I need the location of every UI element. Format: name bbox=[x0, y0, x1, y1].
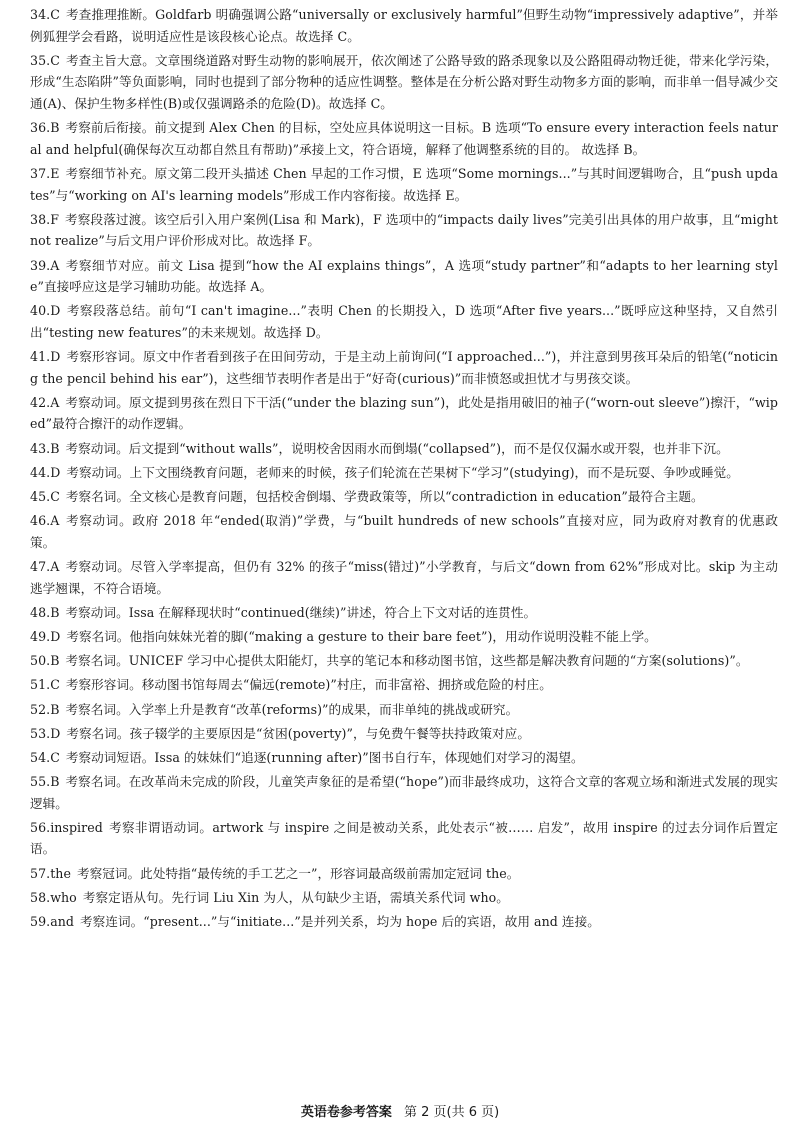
answer-entry bbox=[30, 4, 778, 47]
answer-entry bbox=[30, 556, 778, 599]
answer-key: D bbox=[50, 725, 61, 741]
answer-key: C bbox=[50, 52, 60, 68]
explanation-text: 考察名词。UNICEF 学习中心提供太阳能灯，共享的笔记本和移动图书馆，这些都是解决教育问题的“方案(solutions)”。 bbox=[65, 653, 749, 669]
answer-key: B bbox=[50, 653, 60, 669]
answer-key: C bbox=[50, 7, 60, 22]
answer-entry bbox=[30, 863, 778, 885]
answer-key: B bbox=[50, 604, 60, 620]
answer-key: A bbox=[50, 513, 60, 529]
explanation-text: 考察细节补充。原文第二段开头描述 Chen 早起的工作习惯，E 选项“Some mornings...”与其时间逻辑吻合，且“push updates”与“working on AI's learning models”形成工作内容衔接。故选择 E。 bbox=[30, 165, 778, 203]
answer-key: D bbox=[50, 628, 61, 644]
question-number: 34. bbox=[30, 7, 51, 22]
answer-entry bbox=[30, 438, 778, 460]
explanation-text: 考察动词短语。Issa 的妹妹们“追逐(running after)”图书自行车，体现她们对学习的渴望。 bbox=[65, 749, 584, 765]
question-number: 40. bbox=[30, 303, 51, 319]
question-number: 59. bbox=[30, 914, 51, 929]
answer-key: and bbox=[50, 914, 75, 929]
question-number: 51. bbox=[30, 677, 51, 693]
answer-entry bbox=[30, 674, 778, 696]
answer-entry bbox=[30, 163, 778, 206]
question-number: 50. bbox=[30, 653, 51, 669]
question-number: 54. bbox=[30, 749, 51, 765]
explanation-text: 考察名词。孩子辍学的主要原因是“贫困(poverty)”，与免费午餐等扶持政策对应。 bbox=[66, 725, 530, 741]
question-number: 57. bbox=[30, 865, 51, 881]
explanation-text: 考察连词。“present...”与“initiate...”是并列关系，均为 hope 后的宾语，故用 and 连接。 bbox=[80, 914, 600, 929]
explanation-text: 考察动词。原文提到男孩在烈日下干活(“under the blazing sun”)，此处是指用破旧的袖子(“worn-out sleeve”)擦汗，“wiped”最符合擦汗的动作逻辑。 bbox=[30, 394, 778, 432]
footer-title: 英语卷参考答案 bbox=[300, 1105, 392, 1120]
answer-entry bbox=[30, 462, 778, 484]
explanation-text: 考察名词。入学率上升是教育“改革(reforms)”的成果，而非单纯的挑战或研究。 bbox=[65, 701, 519, 717]
answer-list bbox=[30, 4, 778, 933]
answer-entry bbox=[30, 699, 778, 721]
explanation-text: 考察前后衔接。前文提到 Alex Chen 的目标，空处应具体说明这一目标。B 选项“To ensure every interaction feels natural and helpful(确保每次互动都自然且有帮助)”承接上文，符合语境，解释了他调整系统的目的。 故选择 B。 bbox=[30, 120, 778, 157]
answer-key: A bbox=[50, 558, 60, 574]
explanation-text: 考察动词。上下文围绕教育问题，老师来的时候，孩子们轮流在芒果树下“学习”(studying)，而不是玩耍、争吵或睡觉。 bbox=[66, 464, 739, 480]
answer-key: A bbox=[50, 257, 60, 273]
answer-entry bbox=[30, 117, 778, 160]
question-number: 44. bbox=[30, 464, 51, 480]
answer-entry bbox=[30, 817, 778, 860]
answer-key: D bbox=[50, 349, 61, 365]
answer-entry bbox=[30, 887, 778, 909]
answer-entry bbox=[30, 346, 778, 389]
question-number: 46. bbox=[30, 513, 51, 529]
explanation-text: 考查推理推断。Goldfarb 明确强调公路“universally or exclusively harmful”但野生动物“impressively adaptive”，并举例狐狸学会看路，说明适应性是该段核心论点。故选择 C。 bbox=[30, 7, 778, 44]
answer-entry bbox=[30, 486, 778, 508]
explanation-text: 考察动词。政府 2018 年“ended(取消)”学费，与“built hundreds of new schools”直接对应，同为政府对教育的优惠政策。 bbox=[30, 513, 778, 550]
explanation-text: 考察细节对应。前文 Lisa 提到“how the AI explains things”，A 选项“study partner”和“adapts to her learning style”直接呼应这是学习辅助功能。故选择 A。 bbox=[30, 257, 778, 295]
question-number: 48. bbox=[30, 604, 51, 620]
answer-key: B bbox=[50, 701, 60, 717]
explanation-text: 考察冠词。此处特指“最传统的手工艺之一”，形容词最高级前需加定冠词 the。 bbox=[76, 865, 520, 881]
question-number: 56. bbox=[30, 819, 51, 835]
question-number: 49. bbox=[30, 628, 51, 644]
answer-key: the bbox=[50, 865, 71, 881]
explanation-text: 考察动词。后文提到“without walls”，说明校舍因雨水而倒塌(“collapsed”)，而不是仅仅漏水或开裂，也并非下沉。 bbox=[65, 440, 729, 456]
question-number: 39. bbox=[30, 257, 51, 273]
answer-key: A bbox=[50, 394, 60, 410]
explanation-text: 考察定语从句。先行词 Liu Xin 为人，从句缺少主语，需填关系代词 who。 bbox=[82, 889, 509, 905]
question-number: 55. bbox=[30, 774, 51, 790]
answer-key: B bbox=[50, 120, 60, 136]
question-number: 43. bbox=[30, 440, 51, 456]
question-number: 45. bbox=[30, 489, 51, 504]
explanation-text: 考察形容词。移动图书馆每周去“偏远(remote)”村庄，而非富裕、拥挤或危险的村庄。 bbox=[65, 677, 552, 693]
answer-entry bbox=[30, 300, 778, 343]
answer-key: F bbox=[50, 211, 59, 227]
question-number: 41. bbox=[30, 349, 51, 365]
answer-entry bbox=[30, 650, 778, 672]
explanation-text: 考察名词。全文核心是教育问题，包括校舍倒塌、学费政策等，所以“contradiction in education”最符合主题。 bbox=[65, 489, 704, 504]
question-number: 35. bbox=[30, 52, 51, 68]
answer-key: B bbox=[50, 440, 60, 456]
answer-key: D bbox=[50, 464, 61, 480]
explanation-text: 考察名词。他指向妹妹光着的脚(“making a gesture to their bare feet”)，用动作说明没鞋不能上学。 bbox=[66, 628, 657, 644]
question-number: 58. bbox=[30, 889, 51, 905]
explanation-text: 考察动词。Issa 在解释现状时“continued(继续)”讲述，符合上下文对话的连贯性。 bbox=[65, 604, 537, 620]
answer-key: D bbox=[50, 303, 61, 319]
footer-page-number: 第 2 页(共 6 页) bbox=[403, 1105, 500, 1120]
answer-entry bbox=[30, 510, 778, 553]
answer-entry bbox=[30, 209, 778, 252]
answer-entry bbox=[30, 255, 778, 298]
explanation-text: 考察动词。尽管入学率提高，但仍有 32% 的孩子“miss(错过)”小学教育，与后文“down from 62%”形成对比。skip 为主动逃学翘课，不符合语境。 bbox=[30, 558, 778, 596]
answer-key: E bbox=[50, 165, 60, 181]
question-number: 38. bbox=[30, 211, 51, 227]
answer-key: B bbox=[50, 774, 60, 790]
answer-entry bbox=[30, 747, 778, 769]
answer-entry bbox=[30, 626, 778, 648]
answer-entry bbox=[30, 723, 778, 745]
explanation-text: 考查主旨大意。文章围绕道路对野生动物的影响展开，依次阐述了公路导致的路杀现象以及公路阻碍动物迁徙，带来化学污染，形成“生态陷阱”等负面影响，同时也提到了部分物种的适应性调整。整体是在分析公路对野生动物多方面的影响，而非单一倡导减少交通(A)、保护生物多样性(B)或仅强调路杀的危险(D)。故选择 C。 bbox=[30, 52, 778, 111]
explanation-text: 考察名词。在改革尚未完成的阶段，儿童笑声象征的是希望(“hope”)而非最终成功，这符合文章的客观立场和渐进式发展的现实逻辑。 bbox=[30, 774, 778, 811]
question-number: 42. bbox=[30, 394, 51, 410]
answer-entry bbox=[30, 602, 778, 624]
explanation-text: 考察非谓语动词。artwork 与 inspire 之间是被动关系，此处表示“被…… 启发”，故用 inspire 的过去分词作后置定语。 bbox=[30, 819, 778, 857]
question-number: 53. bbox=[30, 725, 51, 741]
answer-entry bbox=[30, 771, 778, 814]
answer-entry bbox=[30, 392, 778, 435]
answer-entry bbox=[30, 50, 778, 115]
answer-key: C bbox=[50, 749, 60, 765]
answer-entry bbox=[30, 911, 778, 933]
explanation-text: 考察段落总结。前句“I can't imagine...”表明 Chen 的长期投入，D 选项“After five years...”既呼应这种坚持，又自然引出“testing new features”的未来规划。故选择 D。 bbox=[30, 303, 778, 340]
question-number: 47. bbox=[30, 558, 51, 574]
answer-key: inspired bbox=[50, 819, 103, 835]
question-number: 37. bbox=[30, 165, 51, 181]
explanation-text: 考察段落过渡。该空后引入用户案例(Lisa 和 Mark)，F 选项中的“impacts daily lives”完美引出具体的用户故事，且“might not realize”与后文用户评价形成对比。故选择 F。 bbox=[30, 211, 778, 249]
question-number: 36. bbox=[30, 120, 51, 136]
page-footer bbox=[0, 1101, 800, 1120]
answer-key: C bbox=[50, 489, 60, 504]
explanation-text: 考察形容词。原文中作者看到孩子在田间劳动，于是主动上前询问(“I approached...”)，并注意到男孩耳朵后的铅笔(“noticing the pencil behind his ear”)，这些细节表明作者是出于“好奇(curious)”而非愤怒或担忧才与男孩交谈。 bbox=[30, 349, 778, 386]
question-number: 52. bbox=[30, 701, 51, 717]
answer-key: C bbox=[50, 677, 60, 693]
answer-key: who bbox=[50, 889, 77, 905]
